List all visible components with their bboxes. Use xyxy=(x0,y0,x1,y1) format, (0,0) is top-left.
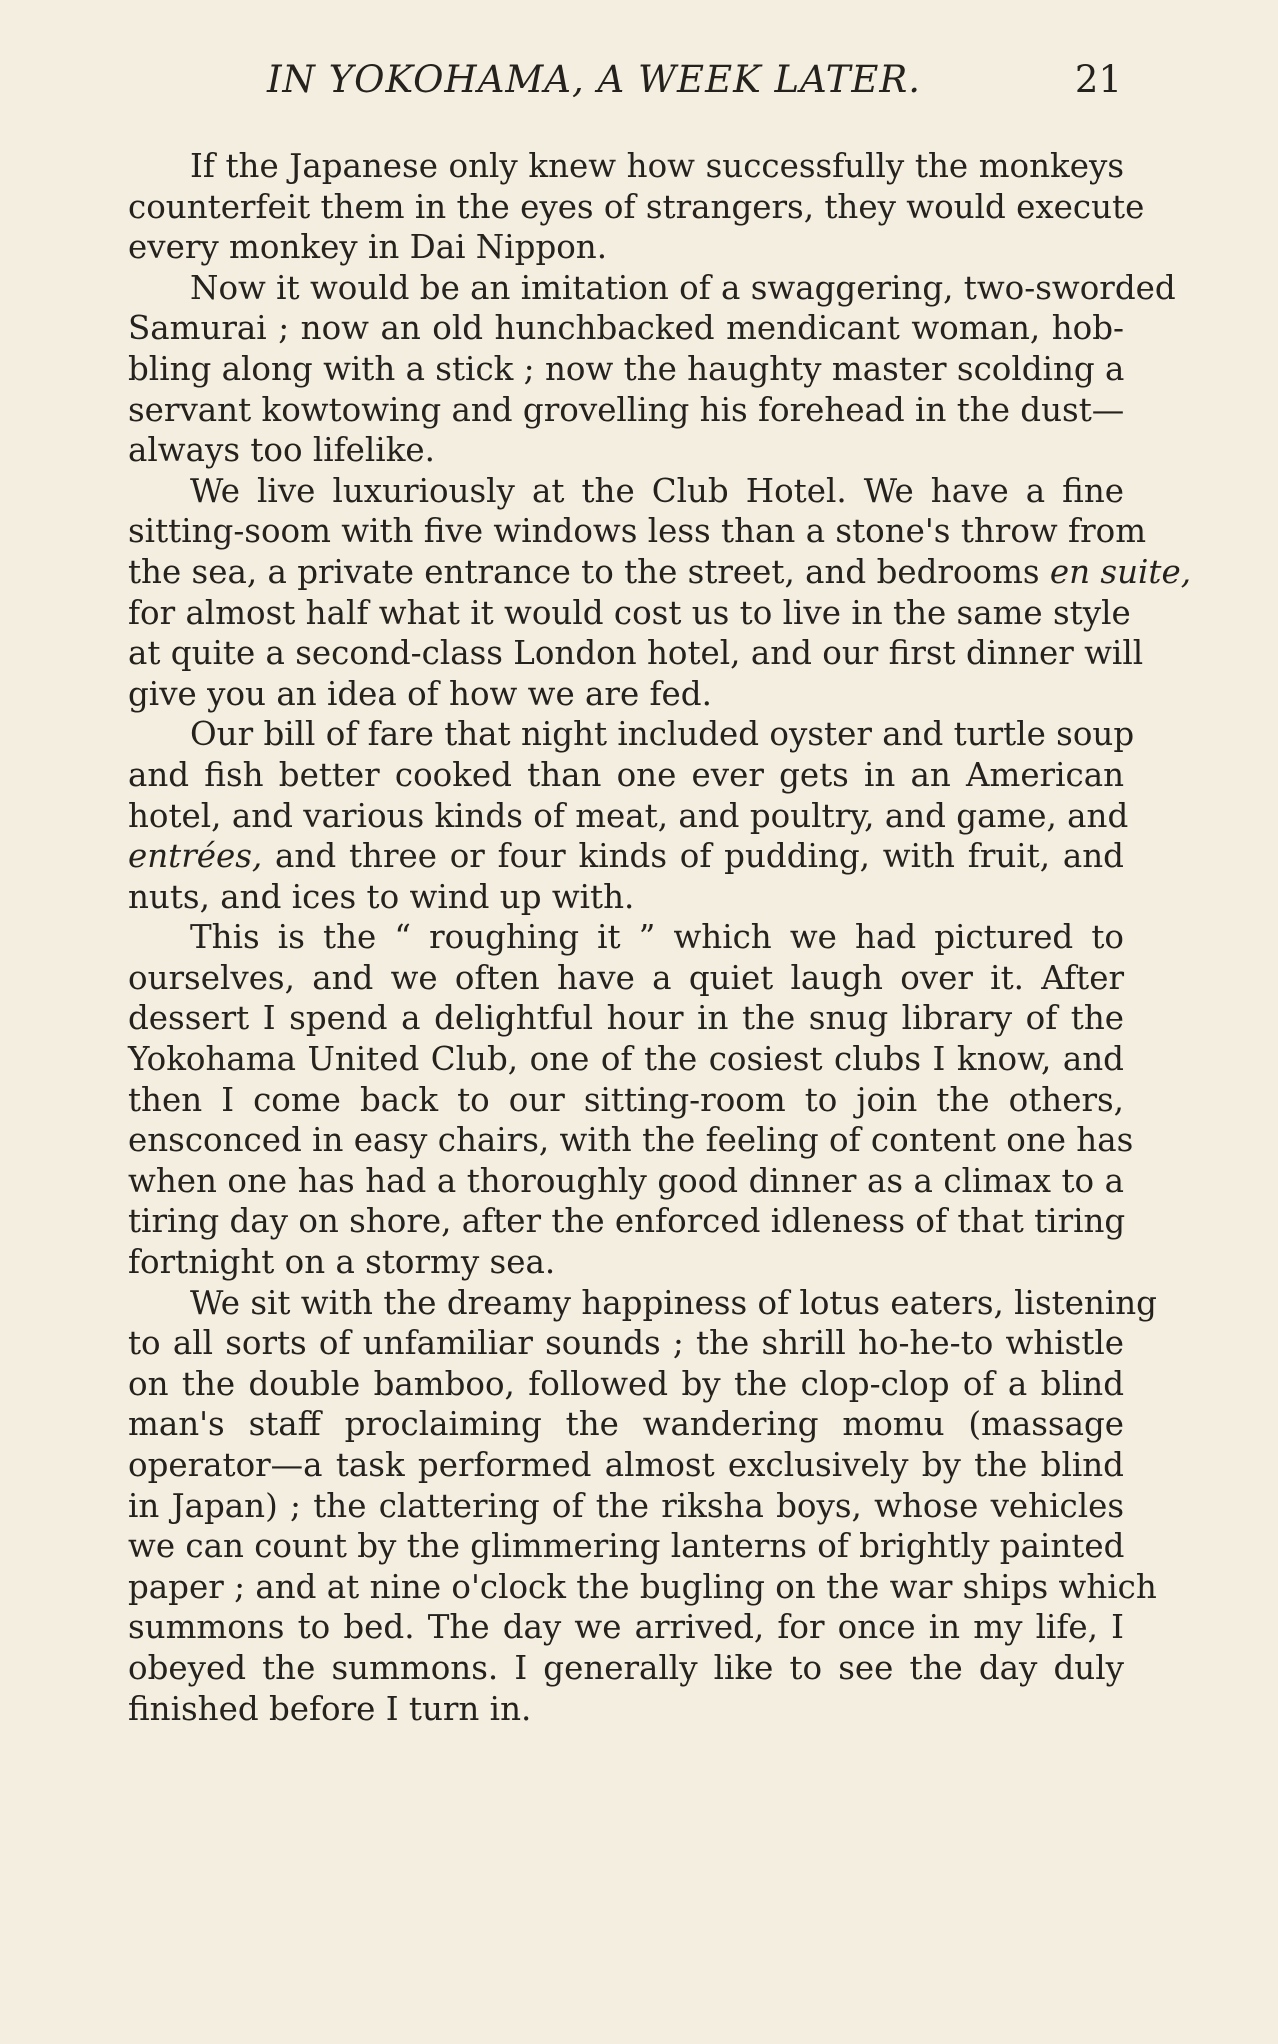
text-line-with-italic xyxy=(66,836,1124,877)
text-line: sitting-soom with five windows less than a stone's throw from xyxy=(128,512,1147,551)
text-line: ourselves, and we often have a quiet laugh over it. After xyxy=(128,958,1124,997)
paragraph-4 xyxy=(66,714,1135,917)
text-line: paper ; and at nine o'clock the bugling on the war ships which xyxy=(128,1567,1157,1606)
text-line: ensconced in easy chairs, with the feeling of content one has xyxy=(128,1121,1134,1160)
text-line: summons to bed. The day we arrived, for once in my life, I xyxy=(128,1608,1124,1647)
text-line: operator—a task performed almost exclusively by the blind xyxy=(128,1446,1124,1484)
text-line: we can count by the glimmering lanterns of brightly painted xyxy=(128,1527,1125,1566)
text-line: We live luxuriously at the Club Hotel. We have a fine xyxy=(190,471,1124,510)
text-line: Our bill of fare that night included oyster and turtle soup xyxy=(190,715,1135,754)
text-line: give you an idea of how we are fed. xyxy=(128,674,712,713)
text-line: Samurai ; now an old hunchbacked mendicant woman, hob- xyxy=(128,309,1124,348)
text-line: obeyed the summons. I generally like to see the day duly xyxy=(128,1648,1124,1687)
text-line: finished before I turn in. xyxy=(128,1689,532,1728)
text-line: on the double bamboo, followed by the clop-clop of a blind xyxy=(128,1364,1124,1403)
text-line: hotel, and various kinds of meat, and poultry, and game, and xyxy=(128,796,1129,835)
text-line: fortnight on a stormy sea. xyxy=(128,1243,556,1282)
text-line: counterfeit them in the eyes of strangers, they would execute xyxy=(128,187,1145,226)
text-line: always too lifelike. xyxy=(128,431,435,470)
text-line: Now it would be an imitation of a swaggering, two-sworded xyxy=(190,268,1176,307)
text-line: and fish better cooked than one ever gets in an American xyxy=(128,755,1124,794)
paragraph-5 xyxy=(66,917,1134,1282)
text-line: in Japan) ; the clattering of the riksha boys, whose vehicles xyxy=(128,1486,1124,1525)
paragraph-2 xyxy=(66,268,1176,471)
text-span: and three or four kinds of pudding, with fruit, and xyxy=(275,837,1124,876)
text-line: then I come back to our sitting-room to join the others, xyxy=(128,1080,1124,1119)
text-line: every monkey in Dai Nippon. xyxy=(128,228,608,267)
body-text xyxy=(66,146,1192,1729)
text-line: If the Japanese only knew how successfully the monkeys xyxy=(190,147,1124,185)
page-number: 21 xyxy=(1074,58,1122,101)
text-line: when one has had a thoroughly good dinner as a climax to a xyxy=(128,1161,1124,1200)
text-span: the sea, a private entrance to the street, and bedrooms xyxy=(128,552,1040,591)
text-line: This is the “ roughing it ” which we had pictured to xyxy=(190,918,1124,957)
paragraph-1 xyxy=(66,146,1145,268)
page-header xyxy=(66,58,1122,112)
text-line: for almost half what it would cost us to live in the same style xyxy=(128,593,1131,632)
italic-en-suite: en suite, xyxy=(1049,552,1192,591)
text-line: Yokohama United Club, one of the cosiest clubs I know, and xyxy=(128,1040,1124,1079)
paragraph-3 xyxy=(66,471,1192,715)
text-line: nuts, and ices to wind up with. xyxy=(128,877,635,916)
text-line-with-italic xyxy=(66,552,1192,593)
text-line: to all sorts of unfamiliar sounds ; the shrill ho-he-to whistle xyxy=(128,1324,1124,1363)
text-line: man's staff proclaiming the wandering momu (massage xyxy=(128,1405,1124,1444)
text-line: dessert I spend a delightful hour in the snug library of the xyxy=(128,999,1124,1038)
running-head: IN YOKOHAMA, A WEEK LATER. xyxy=(266,58,922,101)
text-line: tiring day on shore, after the enforced idleness of that tiring xyxy=(128,1202,1126,1241)
text-line: at quite a second-class London hotel, and our first dinner will xyxy=(128,634,1144,673)
italic-entrees: entrées, xyxy=(128,837,263,876)
text-line: We sit with the dreamy happiness of lotus eaters, listening xyxy=(190,1283,1157,1322)
text-line: bling along with a stick ; now the haughty master scolding a xyxy=(128,349,1125,388)
paragraph-6 xyxy=(66,1283,1157,1730)
text-line: servant kowtowing and grovelling his forehead in the dust— xyxy=(128,390,1125,429)
